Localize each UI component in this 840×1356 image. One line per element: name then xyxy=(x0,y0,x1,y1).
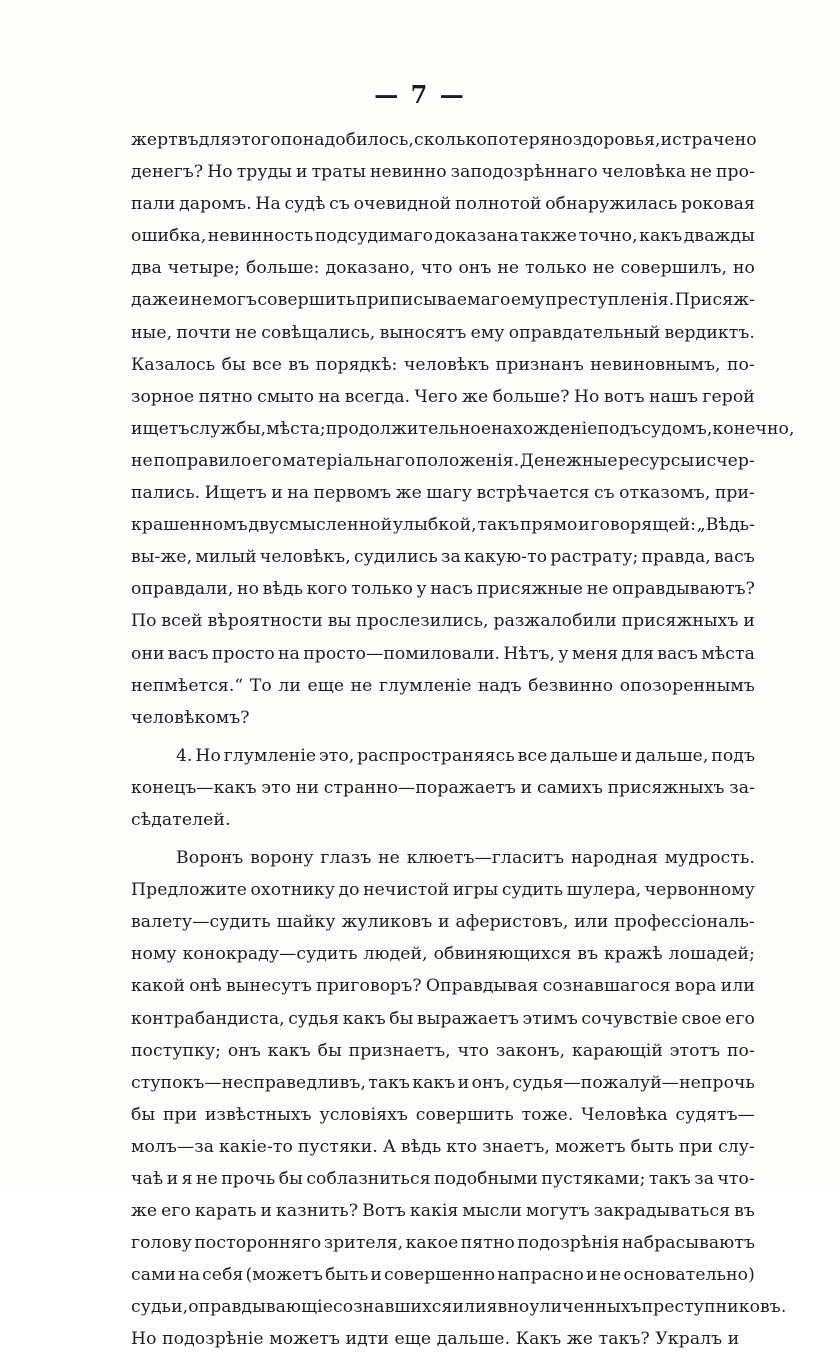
text-line: сами на себя (можетъ быть и совершенно напрасно и не основательно) xyxy=(131,1265,755,1286)
text-line: они васъ просто на просто—помиловали. Нѣтъ, у меня для васъ мѣста xyxy=(131,643,755,664)
text-line: крашенномъ двусмысленной улыбкой, такъ прямо и говорящей: „Вѣдь- xyxy=(131,515,755,536)
text-line: ошибка, невинность подсудимаго доказана также точно, какъ дважды xyxy=(131,226,755,247)
text-line: По всей вѣроятности вы прослезились, разжалобили присяжныхъ и xyxy=(131,611,755,632)
text-line: валету—судить шайку жуликовъ и аферистовъ, или профессіональ- xyxy=(131,912,755,933)
text-line: не поправило его матеріальнаго положенія. Денежные ресурсы исчер- xyxy=(131,450,755,471)
text-line: вы-же, милый человѣкъ, судились за какую-то растрату; правда, васъ xyxy=(131,547,755,568)
text-line: пали даромъ. На судѣ съ очевидной полнотой обнаружилась роковая xyxy=(131,194,755,215)
text-line: какой онѣ вынесутъ приговоръ? Оправдывая сознавшагося вора или xyxy=(131,976,755,997)
text-line: ному конокраду—судить людей, обвиняющихся въ кражѣ лошадей; xyxy=(131,944,755,965)
text-line: чаѣ и я не прочь бы соблазниться подобными пустяками; такъ за что- xyxy=(131,1169,755,1189)
text-line: зорное пятно смыто на всегда. Чего же больше? Но вотъ нашъ герой xyxy=(131,386,755,407)
text-line: Но подозрѣніе можетъ идти еще дальше. Какъ же такъ? Укралъ и xyxy=(131,1329,740,1350)
text-line: 4. Но глумленіе это, распространяясь все дальше и дальше, подъ xyxy=(176,745,755,766)
text-line: пались. Ищетъ и на первомъ же шагу встрѣчается съ отказомъ, при- xyxy=(131,483,755,504)
body-text xyxy=(131,124,795,1356)
text-line: Воронъ ворону глазъ не клюетъ—гласитъ народная мудрость. xyxy=(176,848,755,869)
page-number: — 7 — xyxy=(374,80,466,109)
text-line: ступокъ—несправедливъ, такъ какъ и онъ, судья—пожалуй—непрочь xyxy=(131,1072,755,1093)
text-line: жертвъ для этого понадобилось, сколько потеряно здоровья, истрачено xyxy=(131,130,757,150)
text-line: даже и не могъ совершить приписываемаго ему преступленія. Присяж- xyxy=(131,290,755,311)
text-line: непмѣется.“ То ли еще не глумленіе надъ безвинно опозореннымъ xyxy=(131,675,755,696)
text-line: судьи, оправдывающіе сознавшихся или явно уличенныхъ преступниковъ. xyxy=(131,1297,787,1318)
text-line: денегъ? Но труды и траты невинно заподозрѣннаго человѣка не про- xyxy=(131,162,755,183)
text-line: молъ—за какіе-то пустяки. А вѣдь кто знаетъ, можетъ быть при слу- xyxy=(131,1136,755,1157)
text-line: сѣдателей. xyxy=(131,809,231,830)
text-line: оправдали, но вѣдь кого только у насъ присяжные не оправдываютъ? xyxy=(131,579,755,600)
text-line: контрабандиста, судья какъ бы выражаетъ этимъ сочувствіе свое его xyxy=(131,1008,755,1029)
text-line: конецъ—какъ это ни странно—поражаетъ и самихъ присяжныхъ за- xyxy=(131,777,755,798)
text-line: Казалось бы все въ порядкѣ: человѣкъ признанъ невиновнымъ, по- xyxy=(131,354,755,375)
text-line: же его карать и казнить? Вотъ какія мысли могутъ закрадываться въ xyxy=(131,1201,755,1222)
text-line: ищетъ службы, мѣста; продолжительное нахожденіе подъ судомъ, конечно, xyxy=(131,418,795,439)
text-line: человѣкомъ? xyxy=(131,707,250,728)
text-line: Предложите охотнику до нечистой игры судить шулера, червонному xyxy=(131,880,755,901)
text-line: ные, почти не совѣщались, выносятъ ему оправдательный вердиктъ. xyxy=(131,322,755,343)
text-line: голову посторонняго зрителя, какое пятно подозрѣнія набрасываютъ xyxy=(131,1233,755,1254)
text-line: поступку; онъ какъ бы признаетъ, что законъ, карающій этотъ по- xyxy=(131,1040,755,1061)
text-line: бы при извѣстныхъ условіяхъ совершить тоже. Человѣка судятъ— xyxy=(131,1104,755,1125)
text-line: два четыре; больше: доказано, что онъ не только не совершилъ, но xyxy=(131,258,755,279)
